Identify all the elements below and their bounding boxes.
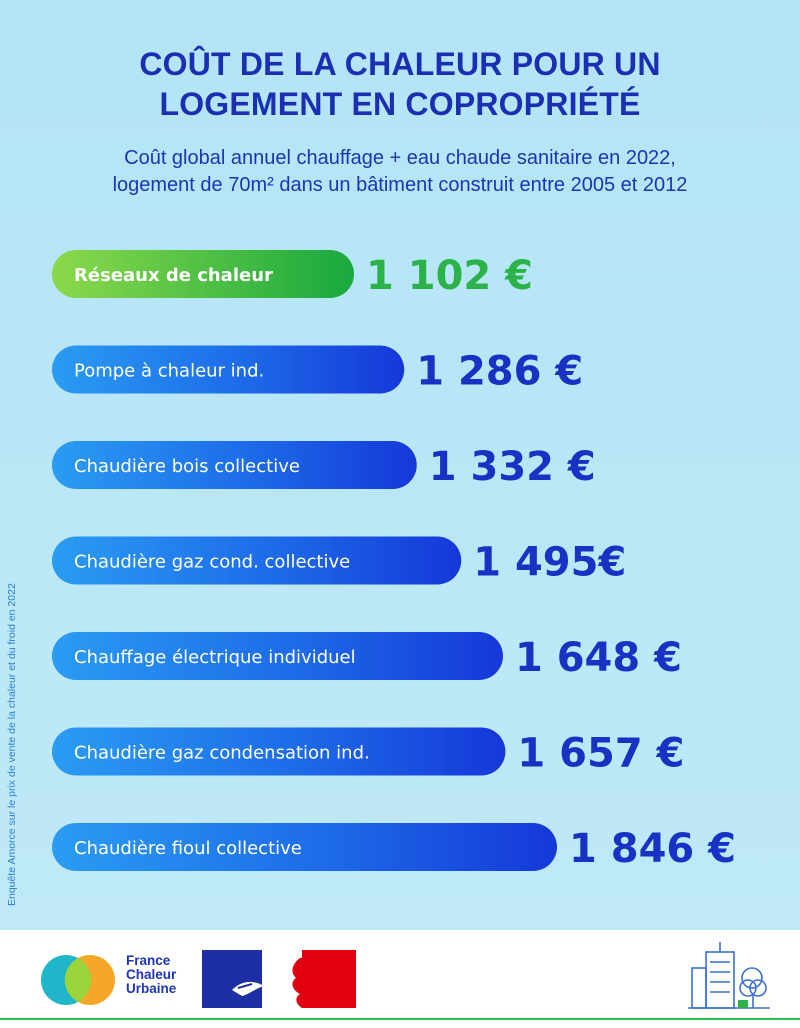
bar-value-label: 1 495€ [473, 539, 627, 586]
bar-category-label: Chaudière fioul collective [74, 838, 302, 859]
bar-chart [0, 230, 800, 890]
title-line: LOGEMENT EN COPROPRIÉTÉ [159, 86, 641, 122]
footer [0, 930, 800, 1028]
bar-category-label: Chaudière bois collective [74, 456, 300, 477]
bar-value-label: 1 102 € [366, 253, 534, 299]
title-line: COÛT DE LA CHALEUR POUR UN [139, 46, 661, 82]
bar-value-label: 1 657 € [517, 730, 685, 777]
footer-accent-line [0, 1018, 800, 1020]
bar-value-label: 1 846 € [569, 826, 737, 872]
bar-value-label: 1 648 € [514, 635, 682, 681]
bar-category-label: Pompe à chaleur ind. [74, 360, 265, 382]
subtitle-line: logement de 70m² dans un bâtiment construit entre 2005 et 2012 [112, 174, 688, 196]
marianne-republique-francaise-icon [202, 950, 356, 1008]
bar-category-label: Chaudière gaz condensation ind. [74, 742, 370, 764]
bar-value-label: 1 286 € [416, 348, 584, 395]
bar-category-label: Réseaux de chaleur [74, 265, 273, 286]
page-title [0, 44, 800, 124]
source-note: Enquête Amorce sur le prix de vente de la chaleur et du froid en 2022 [6, 583, 18, 906]
bar-value-label: 1 332 € [428, 444, 596, 490]
bar-category-label: Chauffage électrique individuel [74, 647, 356, 668]
fcu-line: Chaleur [126, 967, 177, 982]
fcu-line: Urbaine [126, 981, 177, 996]
france-chaleur-urbaine-logo-icon [40, 952, 116, 1008]
subtitle [0, 145, 800, 199]
fcu-wordmark [126, 954, 176, 996]
bar-category-label: Chaudière gaz cond. collective [74, 551, 351, 573]
fcu-line: France [126, 953, 171, 968]
building-tree-icon [686, 938, 772, 1016]
subtitle-line: Coût global annuel chauffage + eau chaude sanitaire en 2022, [124, 147, 676, 169]
